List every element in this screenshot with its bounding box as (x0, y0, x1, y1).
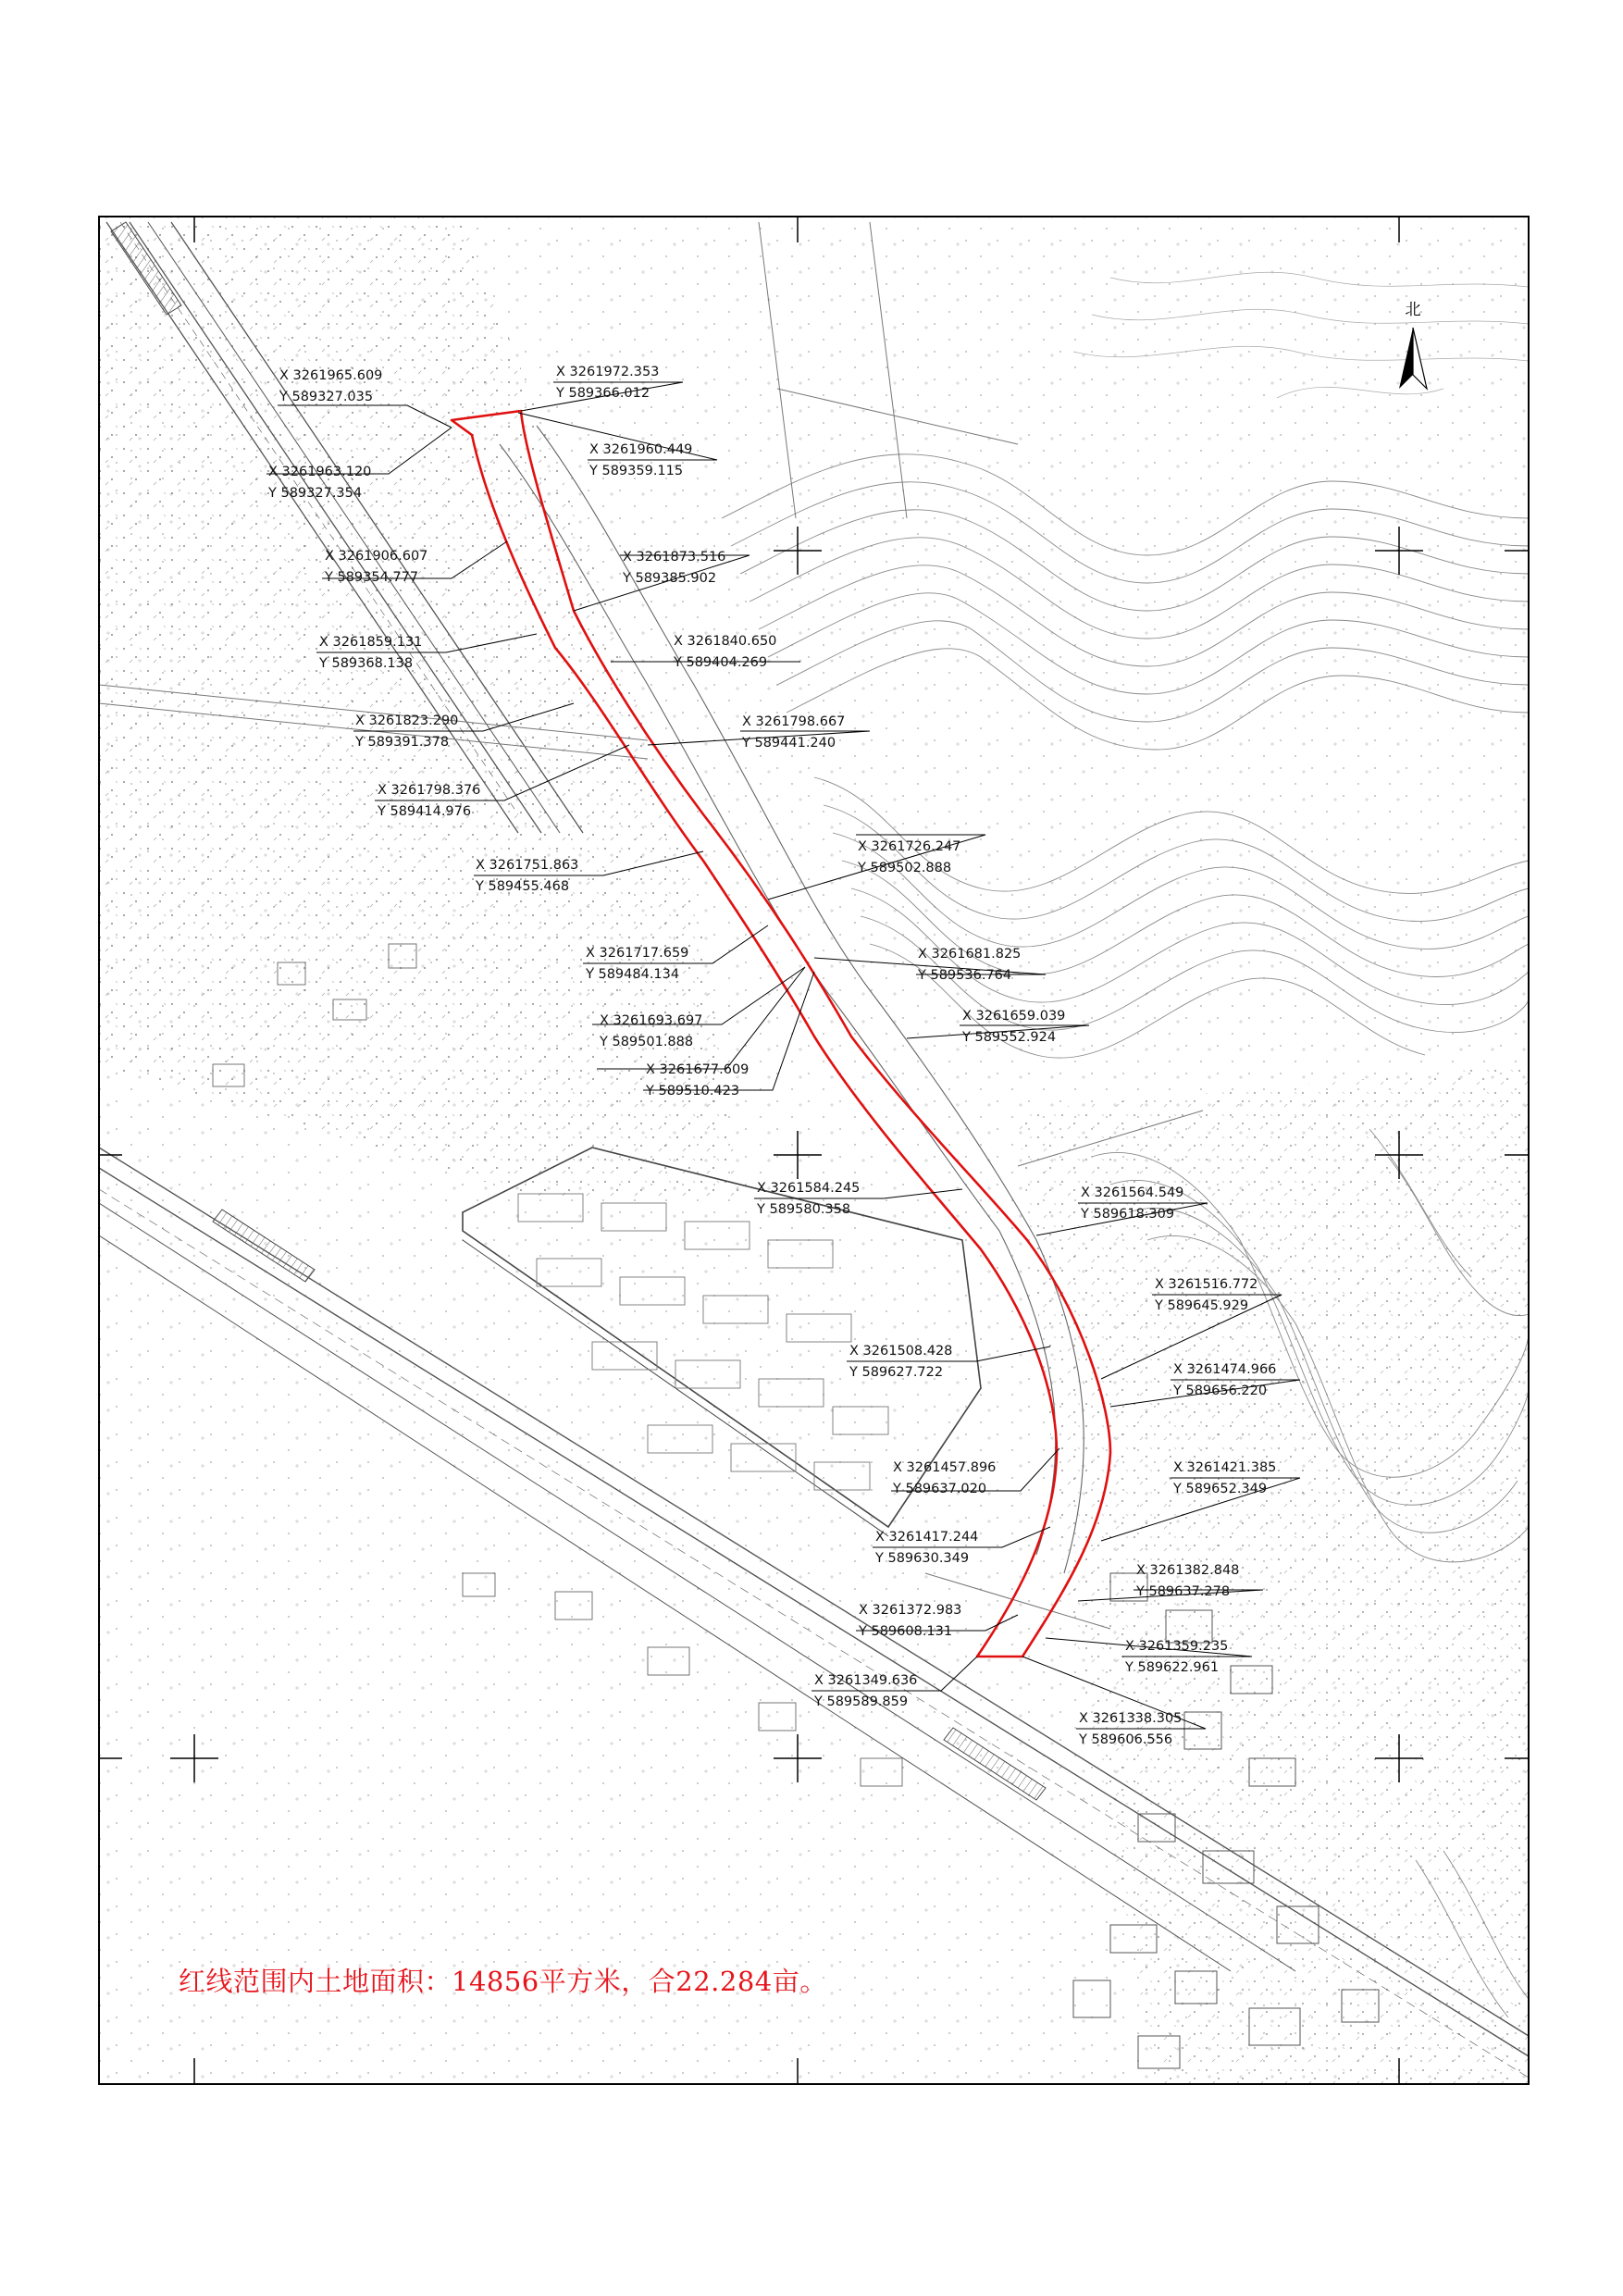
svg-text:Y 589455.468: Y 589455.468 (476, 879, 570, 894)
svg-text:X 3261677.609: X 3261677.609 (646, 1062, 750, 1077)
svg-text:X 3261584.245: X 3261584.245 (757, 1181, 861, 1196)
svg-text:Y 589391.378: Y 589391.378 (355, 735, 450, 750)
svg-text:Y 589608.131: Y 589608.131 (859, 1624, 953, 1639)
svg-text:X 3261659.039: X 3261659.039 (962, 1009, 1066, 1024)
svg-text:X 3261681.825: X 3261681.825 (918, 947, 1022, 962)
svg-text:Y 589441.240: Y 589441.240 (742, 736, 836, 751)
svg-text:Y 589630.349: Y 589630.349 (875, 1551, 970, 1566)
svg-text:X 3261338.305: X 3261338.305 (1079, 1711, 1183, 1726)
svg-text:Y 589501.888: Y 589501.888 (600, 1035, 694, 1049)
svg-text:X 3261457.896: X 3261457.896 (893, 1460, 997, 1475)
svg-text:Y 589404.269: Y 589404.269 (674, 655, 768, 670)
svg-text:Y 589502.888: Y 589502.888 (858, 861, 952, 875)
svg-text:Y 589327.035: Y 589327.035 (279, 390, 374, 404)
svg-text:Y 589354.777: Y 589354.777 (325, 570, 419, 585)
svg-text:Y 589552.924: Y 589552.924 (962, 1030, 1057, 1045)
svg-text:Y 589645.929: Y 589645.929 (1155, 1298, 1249, 1313)
svg-text:Y 589652.349: Y 589652.349 (1173, 1482, 1268, 1496)
svg-text:Y 589589.859: Y 589589.859 (814, 1694, 909, 1709)
svg-text:Y 589580.358: Y 589580.358 (757, 1202, 851, 1217)
svg-text:X 3261965.609: X 3261965.609 (279, 368, 383, 383)
svg-text:X 3261751.863: X 3261751.863 (476, 858, 579, 873)
svg-text:X 3261564.549: X 3261564.549 (1081, 1185, 1184, 1200)
svg-text:Y 589627.722: Y 589627.722 (849, 1365, 944, 1380)
svg-text:Y 589637.278: Y 589637.278 (1136, 1584, 1231, 1599)
svg-text:Y 589656.220: Y 589656.220 (1173, 1384, 1268, 1398)
svg-text:X 3261474.966: X 3261474.966 (1173, 1362, 1277, 1377)
svg-text:Y 589366.012: Y 589366.012 (556, 386, 650, 401)
svg-text:X 3261349.636: X 3261349.636 (814, 1673, 918, 1688)
svg-text:X 3261906.607: X 3261906.607 (325, 549, 428, 564)
svg-text:Y 589510.423: Y 589510.423 (646, 1084, 740, 1098)
svg-text:Y 589618.309: Y 589618.309 (1081, 1207, 1175, 1222)
svg-text:Y 589414.976: Y 589414.976 (378, 804, 472, 819)
svg-text:X 3261726.247: X 3261726.247 (858, 839, 961, 854)
svg-text:Y 589606.556: Y 589606.556 (1079, 1732, 1173, 1747)
svg-text:X 3261798.667: X 3261798.667 (742, 714, 846, 729)
svg-text:X 3261798.376: X 3261798.376 (378, 783, 481, 798)
svg-text:X 3261382.848: X 3261382.848 (1136, 1563, 1240, 1578)
svg-text:Y 589622.961: Y 589622.961 (1125, 1660, 1220, 1675)
svg-text:Y 589359.115: Y 589359.115 (589, 464, 684, 478)
svg-text:X 3261508.428: X 3261508.428 (849, 1344, 953, 1359)
svg-text:X 3261840.650: X 3261840.650 (674, 634, 777, 649)
svg-text:X 3261359.235: X 3261359.235 (1125, 1639, 1229, 1654)
svg-text:X 3261717.659: X 3261717.659 (586, 946, 689, 961)
svg-text:X 3261693.697: X 3261693.697 (600, 1013, 703, 1028)
svg-text:X 3261960.449: X 3261960.449 (589, 442, 693, 457)
svg-text:X 3261823.290: X 3261823.290 (355, 714, 459, 728)
svg-text:Y 589484.134: Y 589484.134 (586, 967, 680, 982)
svg-text:Y 589385.902: Y 589385.902 (623, 571, 717, 586)
svg-text:X 3261417.244: X 3261417.244 (875, 1530, 979, 1545)
north-label: 北 (1405, 301, 1421, 319)
svg-text:Y 589637.020: Y 589637.020 (893, 1482, 987, 1496)
svg-text:X 3261372.983: X 3261372.983 (859, 1603, 962, 1618)
svg-text:X 3261963.120: X 3261963.120 (268, 465, 372, 479)
svg-text:X 3261516.772: X 3261516.772 (1155, 1277, 1258, 1292)
svg-text:Y 589368.138: Y 589368.138 (319, 656, 414, 671)
svg-text:Y 589327.354: Y 589327.354 (268, 486, 363, 501)
svg-text:X 3261972.353: X 3261972.353 (556, 365, 660, 379)
svg-text:Y 589536.764: Y 589536.764 (918, 968, 1012, 983)
svg-text:X 3261421.385: X 3261421.385 (1173, 1460, 1277, 1475)
svg-text:X 3261873.516: X 3261873.516 (623, 550, 726, 565)
svg-text:X 3261859.131: X 3261859.131 (319, 635, 423, 650)
area-note: 红线范围内土地面积：14856平方米，合22.284亩。 (179, 1966, 827, 1997)
